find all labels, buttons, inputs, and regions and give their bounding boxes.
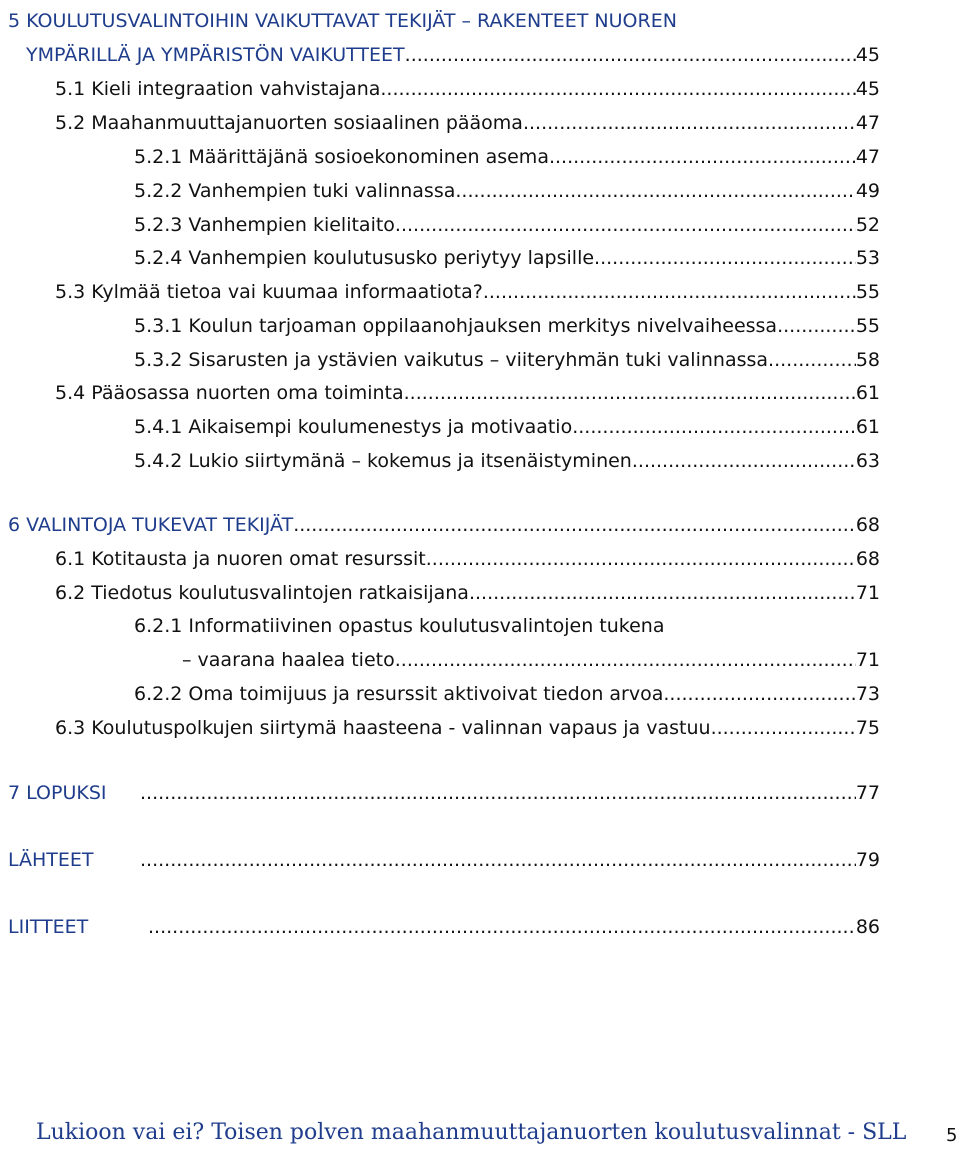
toc-leader: [483, 280, 856, 304]
toc-page-number: 63: [855, 450, 880, 472]
toc-leader: [140, 848, 856, 872]
toc-leader: [140, 781, 856, 805]
toc-leader: [293, 513, 856, 537]
toc-entry-6-3[interactable]: [55, 716, 880, 740]
toc-page-number: 68: [855, 514, 880, 536]
toc-page-number: 75: [855, 717, 880, 739]
toc-entry-6-1[interactable]: [55, 547, 880, 571]
toc-leader: [469, 581, 856, 605]
toc-page-number: 52: [855, 214, 880, 236]
toc-entry-chapter-6[interactable]: [8, 513, 880, 537]
toc-entry-appendices[interactable]: [8, 915, 880, 939]
toc-entry-text: LIITTEET: [8, 916, 89, 938]
toc-leader: [455, 179, 855, 203]
toc-leader: [594, 246, 856, 270]
toc-leader: [395, 648, 856, 672]
toc-entry-text: 5.3 Kylmää tietoa vai kuumaa informaatiota?: [55, 281, 483, 303]
toc-entry-5-2-2[interactable]: [134, 179, 880, 203]
toc-leader: [380, 77, 855, 101]
toc-page-number: 73: [855, 683, 880, 705]
toc-entry-5-2[interactable]: [55, 111, 880, 135]
toc-leader: [572, 415, 856, 439]
toc-entry-text: 5.4.1 Aikaisempi koulumenestys ja motivaatio: [134, 416, 573, 438]
toc-entry-text: YMPÄRILLÄ JA YMPÄRISTÖN VAIKUTTEET: [26, 44, 405, 66]
toc-entry-text: 5.4.2 Lukio siirtymänä – kokemus ja itsenäistyminen: [134, 450, 632, 472]
toc-entry-text: 6.2.2 Oma toimijuus ja resurssit aktivoivat tiedon arvoa: [134, 683, 664, 705]
toc-leader: [777, 314, 856, 338]
toc-page-number: 61: [855, 382, 880, 404]
toc-entry-text: 5.2.3 Vanhempien kielitaito: [134, 214, 395, 236]
toc-entry-text: 6.2.1 Informatiivinen opastus koulutusvalintojen tukena: [134, 615, 665, 637]
toc-entry-text: 5.4 Pääosassa nuorten oma toiminta: [55, 382, 404, 404]
toc-entry-5-3-1[interactable]: [134, 314, 880, 338]
page-number: 5: [946, 1125, 958, 1146]
toc-entry-5-4[interactable]: [55, 381, 880, 405]
toc-page-number: 53: [855, 247, 880, 269]
toc-page-number: 45: [855, 78, 880, 100]
toc-page-number: 77: [855, 782, 880, 804]
toc-entry-5-3-2[interactable]: [134, 348, 880, 372]
toc-leader: [768, 348, 856, 372]
toc-page-number: 55: [855, 281, 880, 303]
toc-leader: [404, 381, 856, 405]
toc-entry-5-4-1[interactable]: [134, 415, 880, 439]
toc-entry-5-4-2[interactable]: [134, 449, 880, 473]
toc-entry-text: 6 VALINTOJA TUKEVAT TEKIJÄT: [8, 514, 294, 536]
toc-entry-6-2-1-cont[interactable]: [182, 648, 880, 672]
toc-page-number: 79: [855, 849, 880, 871]
toc-entry-5-1[interactable]: [55, 77, 880, 101]
toc-entry-5-2-3[interactable]: [134, 213, 880, 237]
toc-entry-text: 5.3.1 Koulun tarjoaman oppilaanohjauksen merkitys nivelvaiheessa: [134, 315, 778, 337]
toc-entry-text: 5.1 Kieli integraation vahvistajana: [55, 78, 381, 100]
toc-entry-6-2-2[interactable]: [134, 682, 880, 706]
toc-leader: [405, 43, 856, 67]
toc-entry-text: 5.2.2 Vanhempien tuki valinnassa: [134, 180, 456, 202]
toc-page-number: 71: [855, 582, 880, 604]
toc-leader: [711, 716, 856, 740]
toc-page-number: 86: [855, 916, 880, 938]
toc-entry-chapter-5[interactable]: [8, 43, 880, 67]
toc-entry-text: 6.3 Koulutuspolkujen siirtymä haasteena - valinnan vapaus ja vastuu: [55, 717, 711, 739]
footer-title: Lukioon vai ei? Toisen polven maahanmuuttajanuorten koulutusvalinnat - SLL: [36, 1120, 907, 1145]
toc-entry-text: 5.2.1 Määrittäjänä sosioekonominen asema: [134, 146, 549, 168]
toc-leader: [549, 145, 856, 169]
toc-entry-text: 6.1 Kotitausta ja nuoren omat resurssit: [55, 548, 426, 570]
toc-leader: [395, 213, 856, 237]
toc-leader: [663, 682, 855, 706]
toc-page-number: 47: [855, 146, 880, 168]
toc-page-number: 58: [855, 349, 880, 371]
toc-entry-5-2-4[interactable]: [134, 246, 880, 270]
toc-entry-text: 5.2 Maahanmuuttajanuorten sosiaalinen pääoma: [55, 112, 523, 134]
toc-entry-text: 5.2.4 Vanhempien koulutususko periytyy lapsille: [134, 247, 595, 269]
toc-page-number: 47: [855, 112, 880, 134]
toc-entry-text: – vaarana haalea tieto: [182, 649, 395, 671]
toc-entry-text: 6.2 Tiedotus koulutusvalintojen ratkaisijana: [55, 582, 469, 604]
toc-entry-text: 5.3.2 Sisarusten ja ystävien vaikutus – viiteryhmän tuki valinnassa: [134, 349, 769, 371]
chapter-5-title-line-1: 5 KOULUTUSVALINTOIHIN VAIKUTTAVAT TEKIJÄT – RAKENTEET NUOREN: [8, 10, 677, 32]
toc-page-number: 45: [855, 44, 880, 66]
toc-entry-references[interactable]: [8, 848, 880, 872]
toc-leader: [426, 547, 856, 571]
toc-entry-6-2-1[interactable]: [134, 614, 664, 638]
toc-entry-6-2[interactable]: [55, 581, 880, 605]
toc-entry-chapter-7[interactable]: [8, 781, 880, 805]
toc-entry-text: 7 LOPUKSI: [8, 782, 107, 804]
toc-entry-5-3[interactable]: [55, 280, 880, 304]
toc-entry-text: LÄHTEET: [8, 849, 94, 871]
toc-page-number: 71: [855, 649, 880, 671]
toc-page-number: 49: [855, 180, 880, 202]
toc-entry-5-2-1[interactable]: [134, 145, 880, 169]
toc-page-number: 55: [855, 315, 880, 337]
toc-leader: [148, 915, 856, 939]
toc-leader: [632, 449, 856, 473]
toc-leader: [523, 111, 856, 135]
toc-page-number: 61: [855, 416, 880, 438]
toc-page-number: 68: [855, 548, 880, 570]
